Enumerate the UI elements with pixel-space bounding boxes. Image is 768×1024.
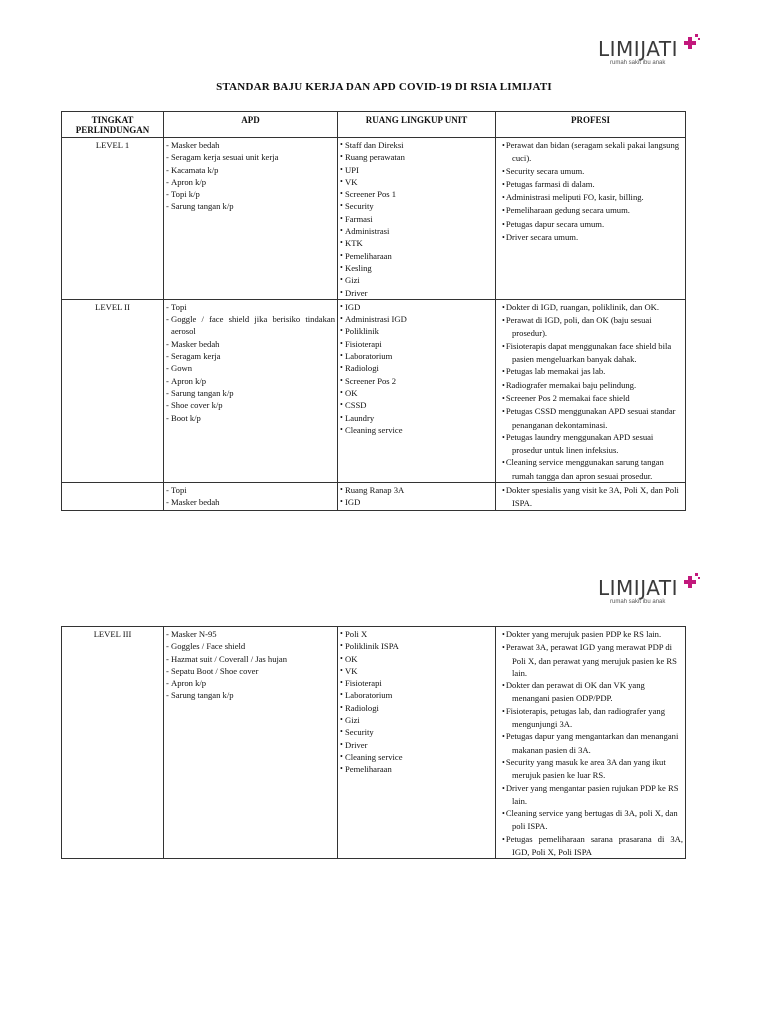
list-item: - Masker bedah <box>166 338 335 350</box>
document-title: STANDAR BAJU KERJA DAN APD COVID-19 DI RSIA LIMIJATI <box>216 81 552 93</box>
list-item: - Masker N-95 <box>166 628 335 640</box>
list-item: • Driver secara umum. <box>498 231 683 244</box>
list-item: - Shoe cover k/p <box>166 399 335 411</box>
profesi-cell <box>496 138 686 300</box>
logo-brand: LIMIJATI <box>598 37 678 61</box>
list-item: • Cleaning service menggunakan sarung tangan rumah tangga dan apron sesuai prosedur. <box>498 456 683 482</box>
hospital-logo <box>598 572 708 612</box>
list-item: • CSSD <box>340 399 493 411</box>
list-item: • Security secara umum. <box>498 165 683 178</box>
list-item: • Driver yang mengantar pasien rujukan PDP ke RS lain. <box>498 782 683 808</box>
list-item: • Petugas dapur yang mengantarkan dan menangani makanan pasien di 3A. <box>498 730 683 756</box>
table-row <box>62 627 686 859</box>
list-item: • Petugas CSSD menggunakan APD sesuai standar penanganan dekontaminasi. <box>498 405 683 431</box>
list-item: • Fisioterapis dapat menggunakan face shield bila pasien mengeluarkan banyak dahak. <box>498 340 683 366</box>
list-item: • Pemeliharaan <box>340 250 493 262</box>
profesi-cell <box>496 627 686 859</box>
list-item: - Topi <box>166 301 335 313</box>
list-item: - Kacamata k/p <box>166 164 335 176</box>
list-item: • Pemeliharaan gedung secara umum. <box>498 204 683 217</box>
list-item: • Fisioterapi <box>340 677 493 689</box>
list-item: - Sarung tangan k/p <box>166 689 335 701</box>
list-item: • Screener Pos 2 <box>340 375 493 387</box>
hospital-logo <box>598 33 708 73</box>
unit-cell <box>338 138 496 300</box>
list-item: • Laboratorium <box>340 689 493 701</box>
list-item: • Driver <box>340 287 493 299</box>
header-profesi: PROFESI <box>496 112 686 138</box>
list-item: - Hazmat suit / Coverall / Jas hujan <box>166 653 335 665</box>
list-item: • Dokter spesialis yang visit ke 3A, Poli X, dan Poli ISPA. <box>498 484 683 510</box>
unit-cell <box>338 483 496 511</box>
list-item: • Gizi <box>340 714 493 726</box>
list-item: • Laundry <box>340 412 493 424</box>
list-item: • Administrasi <box>340 225 493 237</box>
list-item: • Poli X <box>340 628 493 640</box>
list-item: • Petugas lab memakai jas lab. <box>498 365 683 378</box>
logo-plus-icon <box>682 33 704 53</box>
list-item: • Screener Pos 2 memakai face shield <box>498 392 683 405</box>
list-item: • OK <box>340 387 493 399</box>
list-item: • Petugas pemeliharaan sarana prasarana di 3A, IGD, Poli X, Poli ISPA <box>498 833 683 859</box>
list-item: • Security <box>340 726 493 738</box>
list-item: - Masker bedah <box>166 139 335 151</box>
apd-cell <box>164 299 338 482</box>
apd-cell <box>164 627 338 859</box>
profesi-cell <box>496 299 686 482</box>
header-tingkat: TINGKAT PERLINDUNGAN <box>62 112 164 138</box>
list-item: - Apron k/p <box>166 375 335 387</box>
list-item: - Gown <box>166 362 335 374</box>
list-item: • Security <box>340 200 493 212</box>
list-item: • Security yang masuk ke area 3A dan yang ikut merujuk pasien ke luar RS. <box>498 756 683 782</box>
unit-cell <box>338 299 496 482</box>
list-item: • Dokter yang merujuk pasien PDP ke RS lain. <box>498 628 683 641</box>
apd-cell <box>164 483 338 511</box>
list-item: • Driver <box>340 739 493 751</box>
unit-cell <box>338 627 496 859</box>
list-item: • Screener Pos 1 <box>340 188 493 200</box>
list-item: • Cleaning service <box>340 751 493 763</box>
list-item: • IGD <box>340 301 493 313</box>
list-item: • VK <box>340 665 493 677</box>
apd-cell <box>164 138 338 300</box>
list-item: • Radiologi <box>340 702 493 714</box>
apd-table-1 <box>61 111 686 511</box>
list-item: - Sarung tangan k/p <box>166 200 335 212</box>
logo-tagline: rumah sakit ibu anak <box>610 599 666 605</box>
table-row <box>62 483 686 511</box>
list-item: • Perawat dan bidan (seragam sekali pakai langsung cuci). <box>498 139 683 165</box>
level-cell <box>62 483 164 511</box>
list-item: • Fisioterapis, petugas lab, dan radiografer yang mengunjungi 3A. <box>498 705 683 731</box>
logo-tagline: rumah sakit ibu anak <box>610 60 666 66</box>
table-row <box>62 299 686 482</box>
list-item: • Cleaning service yang bertugas di 3A, poli X, dan poli ISPA. <box>498 807 683 833</box>
list-item: • UPI <box>340 164 493 176</box>
list-item: - Topi <box>166 484 335 496</box>
list-item: • Radiografer memakai baju pelindung. <box>498 379 683 392</box>
list-item: - Goggle / face shield jika berisiko tindakan aerosol <box>166 313 335 338</box>
list-item: • Ruang perawatan <box>340 151 493 163</box>
list-item: • Petugas farmasi di dalam. <box>498 178 683 191</box>
list-item: • Farmasi <box>340 213 493 225</box>
list-item: • Poliklinik ISPA <box>340 640 493 652</box>
list-item: • Fisioterapi <box>340 338 493 350</box>
list-item: • Gizi <box>340 274 493 286</box>
list-item: • Kesling <box>340 262 493 274</box>
list-item: • Pemeliharaan <box>340 763 493 775</box>
list-item: • Laboratorium <box>340 350 493 362</box>
list-item: - Sepatu Boot / Shoe cover <box>166 665 335 677</box>
list-item: • Petugas dapur secara umum. <box>498 218 683 231</box>
list-item: • IGD <box>340 496 493 508</box>
list-item: • Administrasi IGD <box>340 313 493 325</box>
list-item: • KTK <box>340 237 493 249</box>
apd-table-2 <box>61 626 686 859</box>
list-item: • Radiologi <box>340 362 493 374</box>
header-apd: APD <box>164 112 338 138</box>
list-item: • Poliklinik <box>340 325 493 337</box>
list-item: • Perawat di IGD, poli, dan OK (baju sesuai prosedur). <box>498 314 683 340</box>
list-item: - Seragam kerja sesuai unit kerja <box>166 151 335 163</box>
list-item: - Boot k/p <box>166 412 335 424</box>
list-item: • OK <box>340 653 493 665</box>
list-item: • Ruang Ranap 3A <box>340 484 493 496</box>
list-item: • Dokter di IGD, ruangan, poliklinik, dan OK. <box>498 301 683 314</box>
logo-brand: LIMIJATI <box>598 576 678 600</box>
list-item: • Petugas laundry menggunakan APD sesuai prosedur untuk linen infeksius. <box>498 431 683 457</box>
list-item: - Topi k/p <box>166 188 335 200</box>
header-ruang: RUANG LINGKUP UNIT <box>338 112 496 138</box>
list-item: - Masker bedah <box>166 496 335 508</box>
table-row <box>62 138 686 300</box>
list-item: - Sarung tangan k/p <box>166 387 335 399</box>
list-item: - Goggles / Face shield <box>166 640 335 652</box>
level-cell: LEVEL II <box>62 299 164 482</box>
level-cell: LEVEL III <box>62 627 164 859</box>
list-item: • Dokter dan perawat di OK dan VK yang menangani pasien ODP/PDP. <box>498 679 683 705</box>
list-item: • Cleaning service <box>340 424 493 436</box>
table-header-row <box>62 112 686 138</box>
level-cell: LEVEL 1 <box>62 138 164 300</box>
list-item: - Seragam kerja <box>166 350 335 362</box>
list-item: • VK <box>340 176 493 188</box>
profesi-cell <box>496 483 686 511</box>
logo-plus-icon <box>682 572 704 592</box>
list-item: • Administrasi meliputi FO, kasir, billing. <box>498 191 683 204</box>
list-item: - Apron k/p <box>166 677 335 689</box>
list-item: • Perawat 3A, perawat IGD yang merawat PDP di Poli X, dan perawat yang merujuk pasien ke RS lain. <box>498 641 683 679</box>
list-item: - Apron k/p <box>166 176 335 188</box>
list-item: • Staff dan Direksi <box>340 139 493 151</box>
